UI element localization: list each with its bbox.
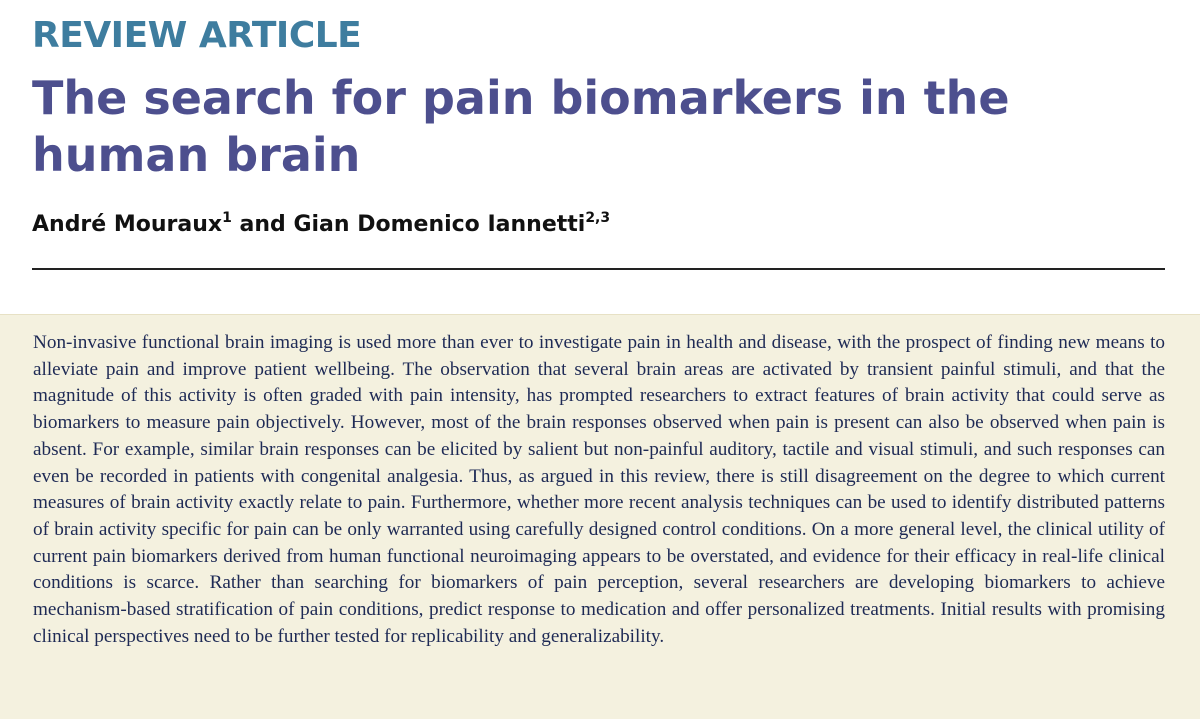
author-name: André Mouraux — [32, 212, 223, 237]
author-affiliation: 2,3 — [585, 210, 611, 226]
author-affiliation: 1 — [222, 210, 232, 226]
header-divider — [32, 268, 1165, 270]
abstract-text: Non-invasive functional brain imaging is used more than ever to investigate pain in health and disease, with the prospect of finding new means to alleviate pain and improve patient wellbeing. The observation that several brain areas are activated by transient painful stimuli, and that the magnitude of this activity is often graded with pain intensity, has prompted researchers to extract features of brain activity that could serve as biomarkers to measure pain objectively. However, most of the brain responses observed when pain is present can also be observed when pain is absent. For example, similar brain responses can be elicited by salient but non-painful auditory, tactile and visual stimuli, and such responses can even be recorded in patients with congenital analgesia. Thus, as argued in this review, there is still disagreement on the degree to which current measures of brain activity exactly relate to pain. Furthermore, whether more recent analysis techniques can be used to identify distributed patterns of brain activity specific for pain can be only warranted using carefully designed control conditions. On a more general level, the clinical utility of current pain biomarkers derived from human functional neuroimaging appears to be overstated, and evidence for their efficacy in real-life clinical conditions is scarce. Rather than searching for biomarkers of pain perception, several researchers are developing biomarkers to achieve mechanism-based stratification of pain conditions, predict response to medication and offer personalized treatments. Initial results with promising clinical perspectives need to be further tested for replicability and generalizability. — [33, 332, 1165, 647]
article-title: The search for pain biomarkers in the human brain — [32, 71, 1010, 182]
author-separator: and — [239, 212, 286, 237]
author-list — [32, 208, 610, 242]
author-name: Gian Domenico Iannetti — [293, 212, 586, 237]
article-type-label: REVIEW ARTICLE — [32, 15, 362, 56]
